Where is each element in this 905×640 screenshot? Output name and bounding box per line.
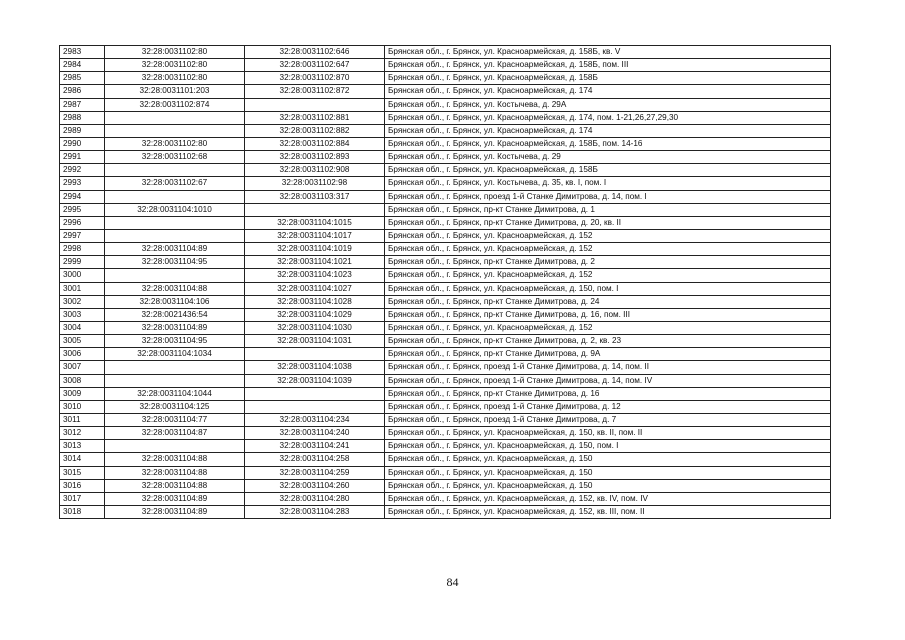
table-row xyxy=(60,308,831,321)
row-number-cell: 3011 xyxy=(60,413,105,426)
address-cell: Брянская обл., г. Брянск, ул. Красноармейская, д. 150 xyxy=(385,453,831,466)
row-number-cell: 3009 xyxy=(60,387,105,400)
cadastral-number-cell: 32:28:0031102:80 xyxy=(105,46,245,59)
object-cadastral-number-cell: 32:28:0031104:240 xyxy=(245,427,385,440)
row-number-cell: 2984 xyxy=(60,59,105,72)
table-row xyxy=(60,282,831,295)
object-cadastral-number-cell: 32:28:0031104:241 xyxy=(245,440,385,453)
address-cell: Брянская обл., г. Брянск, ул. Красноармейская, д. 174 xyxy=(385,85,831,98)
row-number-cell: 3010 xyxy=(60,400,105,413)
object-cadastral-number-cell: 32:28:0031104:1023 xyxy=(245,269,385,282)
address-cell: Брянская обл., г. Брянск, ул. Костычева, д. 35, кв. I, пом. I xyxy=(385,177,831,190)
cadastral-number-cell: 32:28:0031104:1010 xyxy=(105,203,245,216)
address-cell: Брянская обл., г. Брянск, ул. Красноармейская, д. 152, кв. III, пом. II xyxy=(385,505,831,518)
address-cell: Брянская обл., г. Брянск, пр-кт Станке Димитрова, д. 16 xyxy=(385,387,831,400)
row-number-cell: 2996 xyxy=(60,216,105,229)
row-number-cell: 3007 xyxy=(60,361,105,374)
table-row xyxy=(60,479,831,492)
table-row xyxy=(60,59,831,72)
cadastral-number-cell: 32:28:0031104:1044 xyxy=(105,387,245,400)
row-number-cell: 3005 xyxy=(60,335,105,348)
address-cell: Брянская обл., г. Брянск, ул. Красноармейская, д. 152, кв. IV, пом. IV xyxy=(385,492,831,505)
table-row xyxy=(60,321,831,334)
row-number-cell: 3001 xyxy=(60,282,105,295)
row-number-cell: 3012 xyxy=(60,427,105,440)
row-number-cell: 2989 xyxy=(60,124,105,137)
cadastral-number-cell xyxy=(105,374,245,387)
cadastral-number-cell: 32:28:0031104:88 xyxy=(105,453,245,466)
table-row xyxy=(60,72,831,85)
address-cell: Брянская обл., г. Брянск, ул. Красноармейская, д. 150, кв. II, пом. II xyxy=(385,427,831,440)
object-cadastral-number-cell xyxy=(245,203,385,216)
object-cadastral-number-cell: 32:28:0031104:1030 xyxy=(245,321,385,334)
address-cell: Брянская обл., г. Брянск, ул. Красноармейская, д. 158Б xyxy=(385,72,831,85)
object-cadastral-number-cell: 32:28:0031104:1039 xyxy=(245,374,385,387)
object-cadastral-number-cell: 32:28:0031102:881 xyxy=(245,111,385,124)
row-number-cell: 2995 xyxy=(60,203,105,216)
cadastral-number-cell: 32:28:0031104:1034 xyxy=(105,348,245,361)
registry-table-body xyxy=(60,46,831,519)
row-number-cell: 3008 xyxy=(60,374,105,387)
table-row xyxy=(60,374,831,387)
table-row xyxy=(60,243,831,256)
cadastral-number-cell: 32:28:0031104:89 xyxy=(105,243,245,256)
table-row xyxy=(60,466,831,479)
object-cadastral-number-cell: 32:28:0031104:1015 xyxy=(245,216,385,229)
table-row xyxy=(60,46,831,59)
cadastral-number-cell: 32:28:0031102:80 xyxy=(105,59,245,72)
table-row xyxy=(60,85,831,98)
cadastral-number-cell: 32:28:0031102:80 xyxy=(105,137,245,150)
row-number-cell: 2993 xyxy=(60,177,105,190)
cadastral-number-cell: 32:28:0031104:89 xyxy=(105,505,245,518)
address-cell: Брянская обл., г. Брянск, пр-кт Станке Димитрова, д. 2 xyxy=(385,256,831,269)
row-number-cell: 3014 xyxy=(60,453,105,466)
row-number-cell: 3015 xyxy=(60,466,105,479)
row-number-cell: 2983 xyxy=(60,46,105,59)
table-row xyxy=(60,427,831,440)
table-row xyxy=(60,177,831,190)
object-cadastral-number-cell: 32:28:0031104:1031 xyxy=(245,335,385,348)
address-cell: Брянская обл., г. Брянск, ул. Красноармейская, д. 152 xyxy=(385,269,831,282)
address-cell: Брянская обл., г. Брянск, ул. Красноармейская, д. 158Б, пом. 14-16 xyxy=(385,137,831,150)
cadastral-number-cell xyxy=(105,229,245,242)
object-cadastral-number-cell: 32:28:0031104:1029 xyxy=(245,308,385,321)
table-row xyxy=(60,111,831,124)
table-row xyxy=(60,190,831,203)
row-number-cell: 3004 xyxy=(60,321,105,334)
row-number-cell: 2999 xyxy=(60,256,105,269)
cadastral-number-cell xyxy=(105,190,245,203)
address-cell: Брянская обл., г. Брянск, проезд 1-й Станке Димитрова, д. 14, пом. II xyxy=(385,361,831,374)
cadastral-number-cell: 32:28:0021436:54 xyxy=(105,308,245,321)
cadastral-number-cell: 32:28:0031104:88 xyxy=(105,466,245,479)
address-cell: Брянская обл., г. Брянск, ул. Красноармейская, д. 174 xyxy=(385,124,831,137)
address-cell: Брянская обл., г. Брянск, ул. Красноармейская, д. 158Б xyxy=(385,164,831,177)
address-cell: Брянская обл., г. Брянск, ул. Красноармейская, д. 150 xyxy=(385,479,831,492)
address-cell: Брянская обл., г. Брянск, пр-кт Станке Димитрова, д. 16, пом. III xyxy=(385,308,831,321)
object-cadastral-number-cell: 32:28:0031102:893 xyxy=(245,151,385,164)
row-number-cell: 3017 xyxy=(60,492,105,505)
object-cadastral-number-cell: 32:28:0031104:259 xyxy=(245,466,385,479)
table-row xyxy=(60,453,831,466)
table-row xyxy=(60,335,831,348)
table-row xyxy=(60,203,831,216)
table-row xyxy=(60,413,831,426)
object-cadastral-number-cell: 32:28:0031102:870 xyxy=(245,72,385,85)
address-cell: Брянская обл., г. Брянск, ул. Красноармейская, д. 174, пом. 1-21,26,27,29,30 xyxy=(385,111,831,124)
address-cell: Брянская обл., г. Брянск, проезд 1-й Станке Димитрова, д. 14, пом. I xyxy=(385,190,831,203)
page-number: 84 xyxy=(446,575,459,589)
object-cadastral-number-cell xyxy=(245,387,385,400)
address-cell: Брянская обл., г. Брянск, ул. Костычева, д. 29 xyxy=(385,151,831,164)
address-cell: Брянская обл., г. Брянск, ул. Костычева, д. 29А xyxy=(385,98,831,111)
address-cell: Брянская обл., г. Брянск, ул. Красноармейская, д. 158Б, кв. V xyxy=(385,46,831,59)
cadastral-number-cell: 32:28:0031104:106 xyxy=(105,295,245,308)
object-cadastral-number-cell: 32:28:0031104:260 xyxy=(245,479,385,492)
cadastral-number-cell: 32:28:0031101:203 xyxy=(105,85,245,98)
object-cadastral-number-cell: 32:28:0031102:647 xyxy=(245,59,385,72)
table-row xyxy=(60,229,831,242)
object-cadastral-number-cell xyxy=(245,98,385,111)
address-cell: Брянская обл., г. Брянск, пр-кт Станке Димитрова, д. 20, кв. II xyxy=(385,216,831,229)
row-number-cell: 3006 xyxy=(60,348,105,361)
object-cadastral-number-cell: 32:28:0031102:872 xyxy=(245,85,385,98)
table-row xyxy=(60,124,831,137)
object-cadastral-number-cell: 32:28:0031102:882 xyxy=(245,124,385,137)
cadastral-number-cell: 32:28:0031104:88 xyxy=(105,479,245,492)
table-row xyxy=(60,492,831,505)
cadastral-number-cell: 32:28:0031102:67 xyxy=(105,177,245,190)
row-number-cell: 2992 xyxy=(60,164,105,177)
row-number-cell: 2990 xyxy=(60,137,105,150)
object-cadastral-number-cell: 32:28:0031104:283 xyxy=(245,505,385,518)
object-cadastral-number-cell: 32:28:0031102:884 xyxy=(245,137,385,150)
object-cadastral-number-cell: 32:28:0031102:908 xyxy=(245,164,385,177)
table-row xyxy=(60,98,831,111)
cadastral-number-cell: 32:28:0031104:95 xyxy=(105,256,245,269)
cadastral-number-cell: 32:28:0031104:89 xyxy=(105,321,245,334)
row-number-cell: 2998 xyxy=(60,243,105,256)
object-cadastral-number-cell: 32:28:0031104:280 xyxy=(245,492,385,505)
object-cadastral-number-cell: 32:28:0031102:646 xyxy=(245,46,385,59)
table-row xyxy=(60,216,831,229)
row-number-cell: 2987 xyxy=(60,98,105,111)
object-cadastral-number-cell: 32:28:0031104:234 xyxy=(245,413,385,426)
cadastral-number-cell: 32:28:0031102:68 xyxy=(105,151,245,164)
address-cell: Брянская обл., г. Брянск, проезд 1-й Станке Димитрова, д. 12 xyxy=(385,400,831,413)
row-number-cell: 2988 xyxy=(60,111,105,124)
cadastral-number-cell: 32:28:0031104:125 xyxy=(105,400,245,413)
table-row xyxy=(60,361,831,374)
cadastral-number-cell: 32:28:0031104:88 xyxy=(105,282,245,295)
cadastral-number-cell: 32:28:0031104:77 xyxy=(105,413,245,426)
table-row xyxy=(60,387,831,400)
address-cell: Брянская обл., г. Брянск, пр-кт Станке Димитрова, д. 9А xyxy=(385,348,831,361)
cadastral-number-cell: 32:28:0031104:87 xyxy=(105,427,245,440)
cadastral-number-cell xyxy=(105,269,245,282)
cadastral-number-cell: 32:28:0031102:80 xyxy=(105,72,245,85)
address-cell: Брянская обл., г. Брянск, ул. Красноармейская, д. 152 xyxy=(385,243,831,256)
object-cadastral-number-cell: 32:28:0031104:1021 xyxy=(245,256,385,269)
address-cell: Брянская обл., г. Брянск, пр-кт Станке Димитрова, д. 2, кв. 23 xyxy=(385,335,831,348)
table-row xyxy=(60,151,831,164)
address-cell: Брянская обл., г. Брянск, пр-кт Станке Димитрова, д. 1 xyxy=(385,203,831,216)
object-cadastral-number-cell xyxy=(245,400,385,413)
object-cadastral-number-cell: 32:28:0031102:98 xyxy=(245,177,385,190)
table-row xyxy=(60,400,831,413)
table-row xyxy=(60,256,831,269)
registry-table xyxy=(59,45,831,519)
cadastral-number-cell: 32:28:0031104:89 xyxy=(105,492,245,505)
cadastral-number-cell xyxy=(105,111,245,124)
cadastral-number-cell xyxy=(105,216,245,229)
table-row xyxy=(60,440,831,453)
row-number-cell: 3018 xyxy=(60,505,105,518)
address-cell: Брянская обл., г. Брянск, проезд 1-й Станке Димитрова, д. 14, пом. IV xyxy=(385,374,831,387)
row-number-cell: 3016 xyxy=(60,479,105,492)
object-cadastral-number-cell: 32:28:0031104:1038 xyxy=(245,361,385,374)
address-cell: Брянская обл., г. Брянск, ул. Красноармейская, д. 158Б, пом. III xyxy=(385,59,831,72)
table-row xyxy=(60,348,831,361)
object-cadastral-number-cell: 32:28:0031104:258 xyxy=(245,453,385,466)
cadastral-number-cell xyxy=(105,164,245,177)
object-cadastral-number-cell: 32:28:0031104:1019 xyxy=(245,243,385,256)
table-row xyxy=(60,505,831,518)
address-cell: Брянская обл., г. Брянск, ул. Красноармейская, д. 152 xyxy=(385,229,831,242)
address-cell: Брянская обл., г. Брянск, ул. Красноармейская, д. 150 xyxy=(385,466,831,479)
row-number-cell: 2986 xyxy=(60,85,105,98)
object-cadastral-number-cell xyxy=(245,348,385,361)
row-number-cell: 2985 xyxy=(60,72,105,85)
object-cadastral-number-cell: 32:28:0031103:317 xyxy=(245,190,385,203)
address-cell: Брянская обл., г. Брянск, ул. Красноармейская, д. 152 xyxy=(385,321,831,334)
object-cadastral-number-cell: 32:28:0031104:1028 xyxy=(245,295,385,308)
object-cadastral-number-cell: 32:28:0031104:1017 xyxy=(245,229,385,242)
cadastral-number-cell: 32:28:0031102:874 xyxy=(105,98,245,111)
row-number-cell: 3003 xyxy=(60,308,105,321)
row-number-cell: 3000 xyxy=(60,269,105,282)
cadastral-number-cell xyxy=(105,440,245,453)
cadastral-number-cell: 32:28:0031104:95 xyxy=(105,335,245,348)
row-number-cell: 2991 xyxy=(60,151,105,164)
address-cell: Брянская обл., г. Брянск, проезд 1-й Станке Димитрова, д. 7 xyxy=(385,413,831,426)
object-cadastral-number-cell: 32:28:0031104:1027 xyxy=(245,282,385,295)
row-number-cell: 2994 xyxy=(60,190,105,203)
table-row xyxy=(60,295,831,308)
row-number-cell: 2997 xyxy=(60,229,105,242)
cadastral-number-cell xyxy=(105,124,245,137)
address-cell: Брянская обл., г. Брянск, ул. Красноармейская, д. 150, пом. I xyxy=(385,282,831,295)
address-cell: Брянская обл., г. Брянск, пр-кт Станке Димитрова, д. 24 xyxy=(385,295,831,308)
row-number-cell: 3013 xyxy=(60,440,105,453)
cadastral-number-cell xyxy=(105,361,245,374)
row-number-cell: 3002 xyxy=(60,295,105,308)
table-row xyxy=(60,164,831,177)
table-row xyxy=(60,137,831,150)
table-row xyxy=(60,269,831,282)
address-cell: Брянская обл., г. Брянск, ул. Красноармейская, д. 150, пом. I xyxy=(385,440,831,453)
